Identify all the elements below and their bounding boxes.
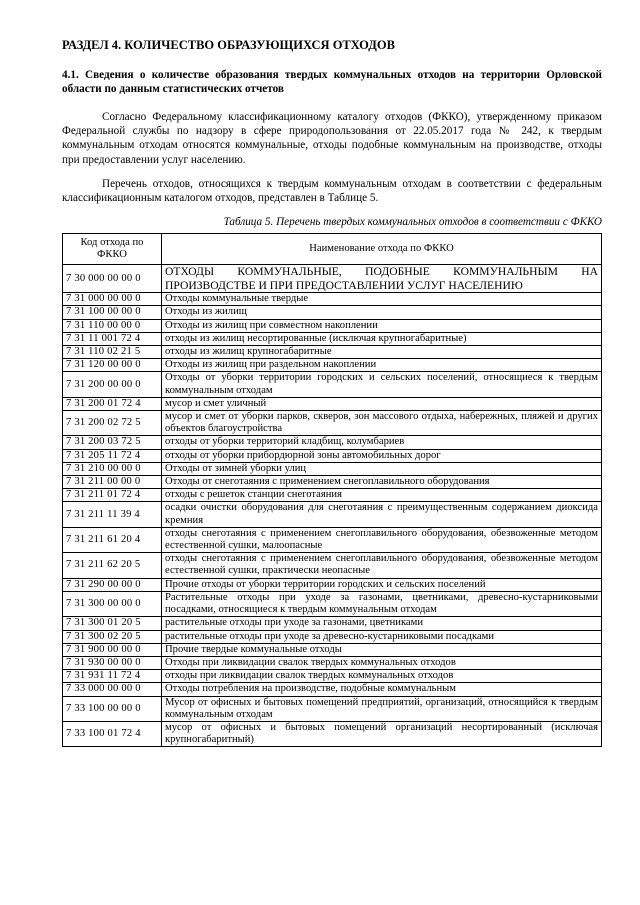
waste-code-cell: 7 31 211 11 39 4 [63,502,162,527]
waste-code-cell: 7 31 200 00 00 0 [63,372,162,397]
document-page [62,38,602,747]
table-row [63,683,602,696]
table-row [63,319,602,332]
waste-name-cell: Отходы коммунальные твердые [162,293,602,306]
waste-code-cell: 7 31 205 11 72 4 [63,449,162,462]
waste-code-cell: 7 31 290 00 00 0 [63,578,162,591]
waste-code-cell: 7 31 200 02 72 5 [63,411,162,436]
waste-name-cell: растительные отходы при уходе за газонами, цветниками [162,617,602,630]
table-row [63,696,602,721]
table-row [63,630,602,643]
waste-name-cell: Отходы потребления на производстве, подобные коммунальным [162,683,602,696]
table-row [63,449,602,462]
header-code: Код отхода по ФККО [63,234,162,265]
table-row [63,265,602,293]
waste-code-cell: 7 31 210 00 00 0 [63,462,162,475]
waste-name-cell: Прочие твердые коммунальные отходы [162,643,602,656]
waste-code-cell: 7 31 300 01 20 5 [63,617,162,630]
table-row [63,397,602,410]
waste-code-cell: 7 31 211 61 20 4 [63,527,162,552]
waste-code-cell: 7 31 200 01 72 4 [63,397,162,410]
waste-code-cell: 7 31 211 01 72 4 [63,489,162,502]
table-row [63,372,602,397]
table-caption: Таблица 5. Перечень твердых коммунальных отходов в соответствии с ФККО [223,216,602,229]
waste-code-cell: 7 31 930 00 00 0 [63,656,162,669]
waste-code-cell: 7 33 100 00 00 0 [63,696,162,721]
waste-name-cell: растительные отходы при уходе за древесно-кустарниковыми посадками [162,630,602,643]
waste-code-cell: 7 31 100 00 00 0 [63,306,162,319]
waste-name-cell: отходы при ликвидации свалок твердых коммунальных отходов [162,670,602,683]
waste-name-cell: отходы от уборки прибордюрной зоны автомобильных дорог [162,449,602,462]
waste-code-cell: 7 31 300 00 00 0 [63,591,162,616]
waste-code-cell: 7 33 000 00 00 0 [63,683,162,696]
waste-code-cell: 7 31 200 03 72 5 [63,436,162,449]
waste-code-cell: 7 31 211 62 20 5 [63,553,162,578]
table-row [63,293,602,306]
waste-name-cell: Отходы от зимней уборки улиц [162,462,602,475]
waste-name-cell: Отходы из жилищ [162,306,602,319]
waste-name-cell: осадки очистки оборудования для снеготаяния с преимущественным содержанием диоксида кремния [162,502,602,527]
table-row [63,617,602,630]
waste-name-cell: Отходы от снеготаяния с применением снегоплавильного оборудования [162,476,602,489]
waste-name-cell: Отходы из жилищ при совместном накоплении [162,319,602,332]
table-row [63,643,602,656]
table-row [63,476,602,489]
waste-code-cell: 7 33 100 01 72 4 [63,721,162,746]
table-row [63,578,602,591]
table-row [63,553,602,578]
waste-code-cell: 7 31 211 00 00 0 [63,476,162,489]
table-row [63,411,602,436]
waste-code-cell: 7 30 000 00 00 0 [63,265,162,293]
waste-codes-table [62,233,602,747]
waste-name-cell: отходы из жилищ несортированные (исключая крупногабаритные) [162,332,602,345]
waste-name-cell: Отходы при ликвидации свалок твердых коммунальных отходов [162,656,602,669]
waste-name-cell: отходы снеготаяния с применением снегоплавильного оборудования, обезвоженные методом естественной сушки, практически неопасные [162,553,602,578]
waste-name-cell: Прочие отходы от уборки территории городских и сельских поселений [162,578,602,591]
waste-code-cell: 7 31 931 11 72 4 [63,670,162,683]
table-row [63,656,602,669]
waste-name-cell: отходы из жилищ крупногабаритные [162,346,602,359]
waste-code-cell: 7 31 000 00 00 0 [63,293,162,306]
waste-name-cell: Мусор от офисных и бытовых помещений предприятий, организаций, относящийся к твердым коммунальным отходам [162,696,602,721]
waste-name-cell: отходы снеготаяния с применением снегоплавильного оборудования, обезвоженные методом естественной сушки, малоопасные [162,527,602,552]
table-row [63,346,602,359]
table-row [63,591,602,616]
table-reference-paragraph: Перечень отходов, относящихся к твердым коммунальным отходам в соответствии с федеральным классификационным каталогом отходов, представлен в Таблице 5. [62,177,602,205]
intro-paragraph: Согласно Федеральному классификационному каталогу отходов (ФККО), утвержденному приказом Федеральной службы по надзору в сфере природопользования от 22.05.2017 года № 242, к твердым коммунальным отходам относятся коммунальные, отходы подобные коммунальным на производстве, отходы при предоставлении услуг населению. [62,111,602,166]
waste-name-cell: мусор и смет уличный [162,397,602,410]
waste-code-cell: 7 31 11 001 72 4 [63,332,162,345]
waste-code-cell: 7 31 110 02 21 5 [63,346,162,359]
waste-code-cell: 7 31 110 00 00 0 [63,319,162,332]
waste-name-cell: ОТХОДЫ КОММУНАЛЬНЫЕ, ПОДОБНЫЕ КОММУНАЛЬНЫМ НА ПРОИЗВОДСТВЕ И ПРИ ПРЕДОСТАВЛЕНИИ УСЛУГ НАСЕЛЕНИЮ [162,265,602,293]
table-row [63,489,602,502]
table-body [63,265,602,747]
subsection-title: 4.1. Сведения о количестве образования твердых коммунальных отходов на территории Орловской области по данным статистических отчетов [62,69,602,95]
table-row [63,332,602,345]
waste-code-cell: 7 31 300 02 20 5 [63,630,162,643]
waste-name-cell: мусор от офисных и бытовых помещений организаций несортированный (исключая крупногабаритный) [162,721,602,746]
header-name: Наименование отхода по ФККО [162,234,602,265]
waste-name-cell: мусор и смет от уборки парков, скверов, зон массового отдыха, набережных, пляжей и других объектов благоустройства [162,411,602,436]
waste-code-cell: 7 31 900 00 00 0 [63,643,162,656]
waste-code-cell: 7 31 120 00 00 0 [63,359,162,372]
section-title: РАЗДЕЛ 4. КОЛИЧЕСТВО ОБРАЗУЮЩИХСЯ ОТХОДОВ [62,38,395,52]
table-row [63,359,602,372]
table-row [63,502,602,527]
table-row [63,527,602,552]
table-row [63,721,602,746]
table-row [63,670,602,683]
waste-name-cell: отходы с решеток станции снеготаяния [162,489,602,502]
table-row [63,436,602,449]
waste-name-cell: Растительные отходы при уходе за газонами, цветниками, древесно-кустарниковыми посадками, относящиеся к твердым коммунальным отходам [162,591,602,616]
table-row [63,306,602,319]
table-row [63,462,602,475]
table-header-row [63,234,602,265]
waste-name-cell: Отходы от уборки территории городских и сельских поселений, относящиеся к твердым коммунальным отходам [162,372,602,397]
waste-name-cell: отходы от уборки территорий кладбищ, колумбариев [162,436,602,449]
waste-name-cell: Отходы из жилищ при раздельном накоплении [162,359,602,372]
